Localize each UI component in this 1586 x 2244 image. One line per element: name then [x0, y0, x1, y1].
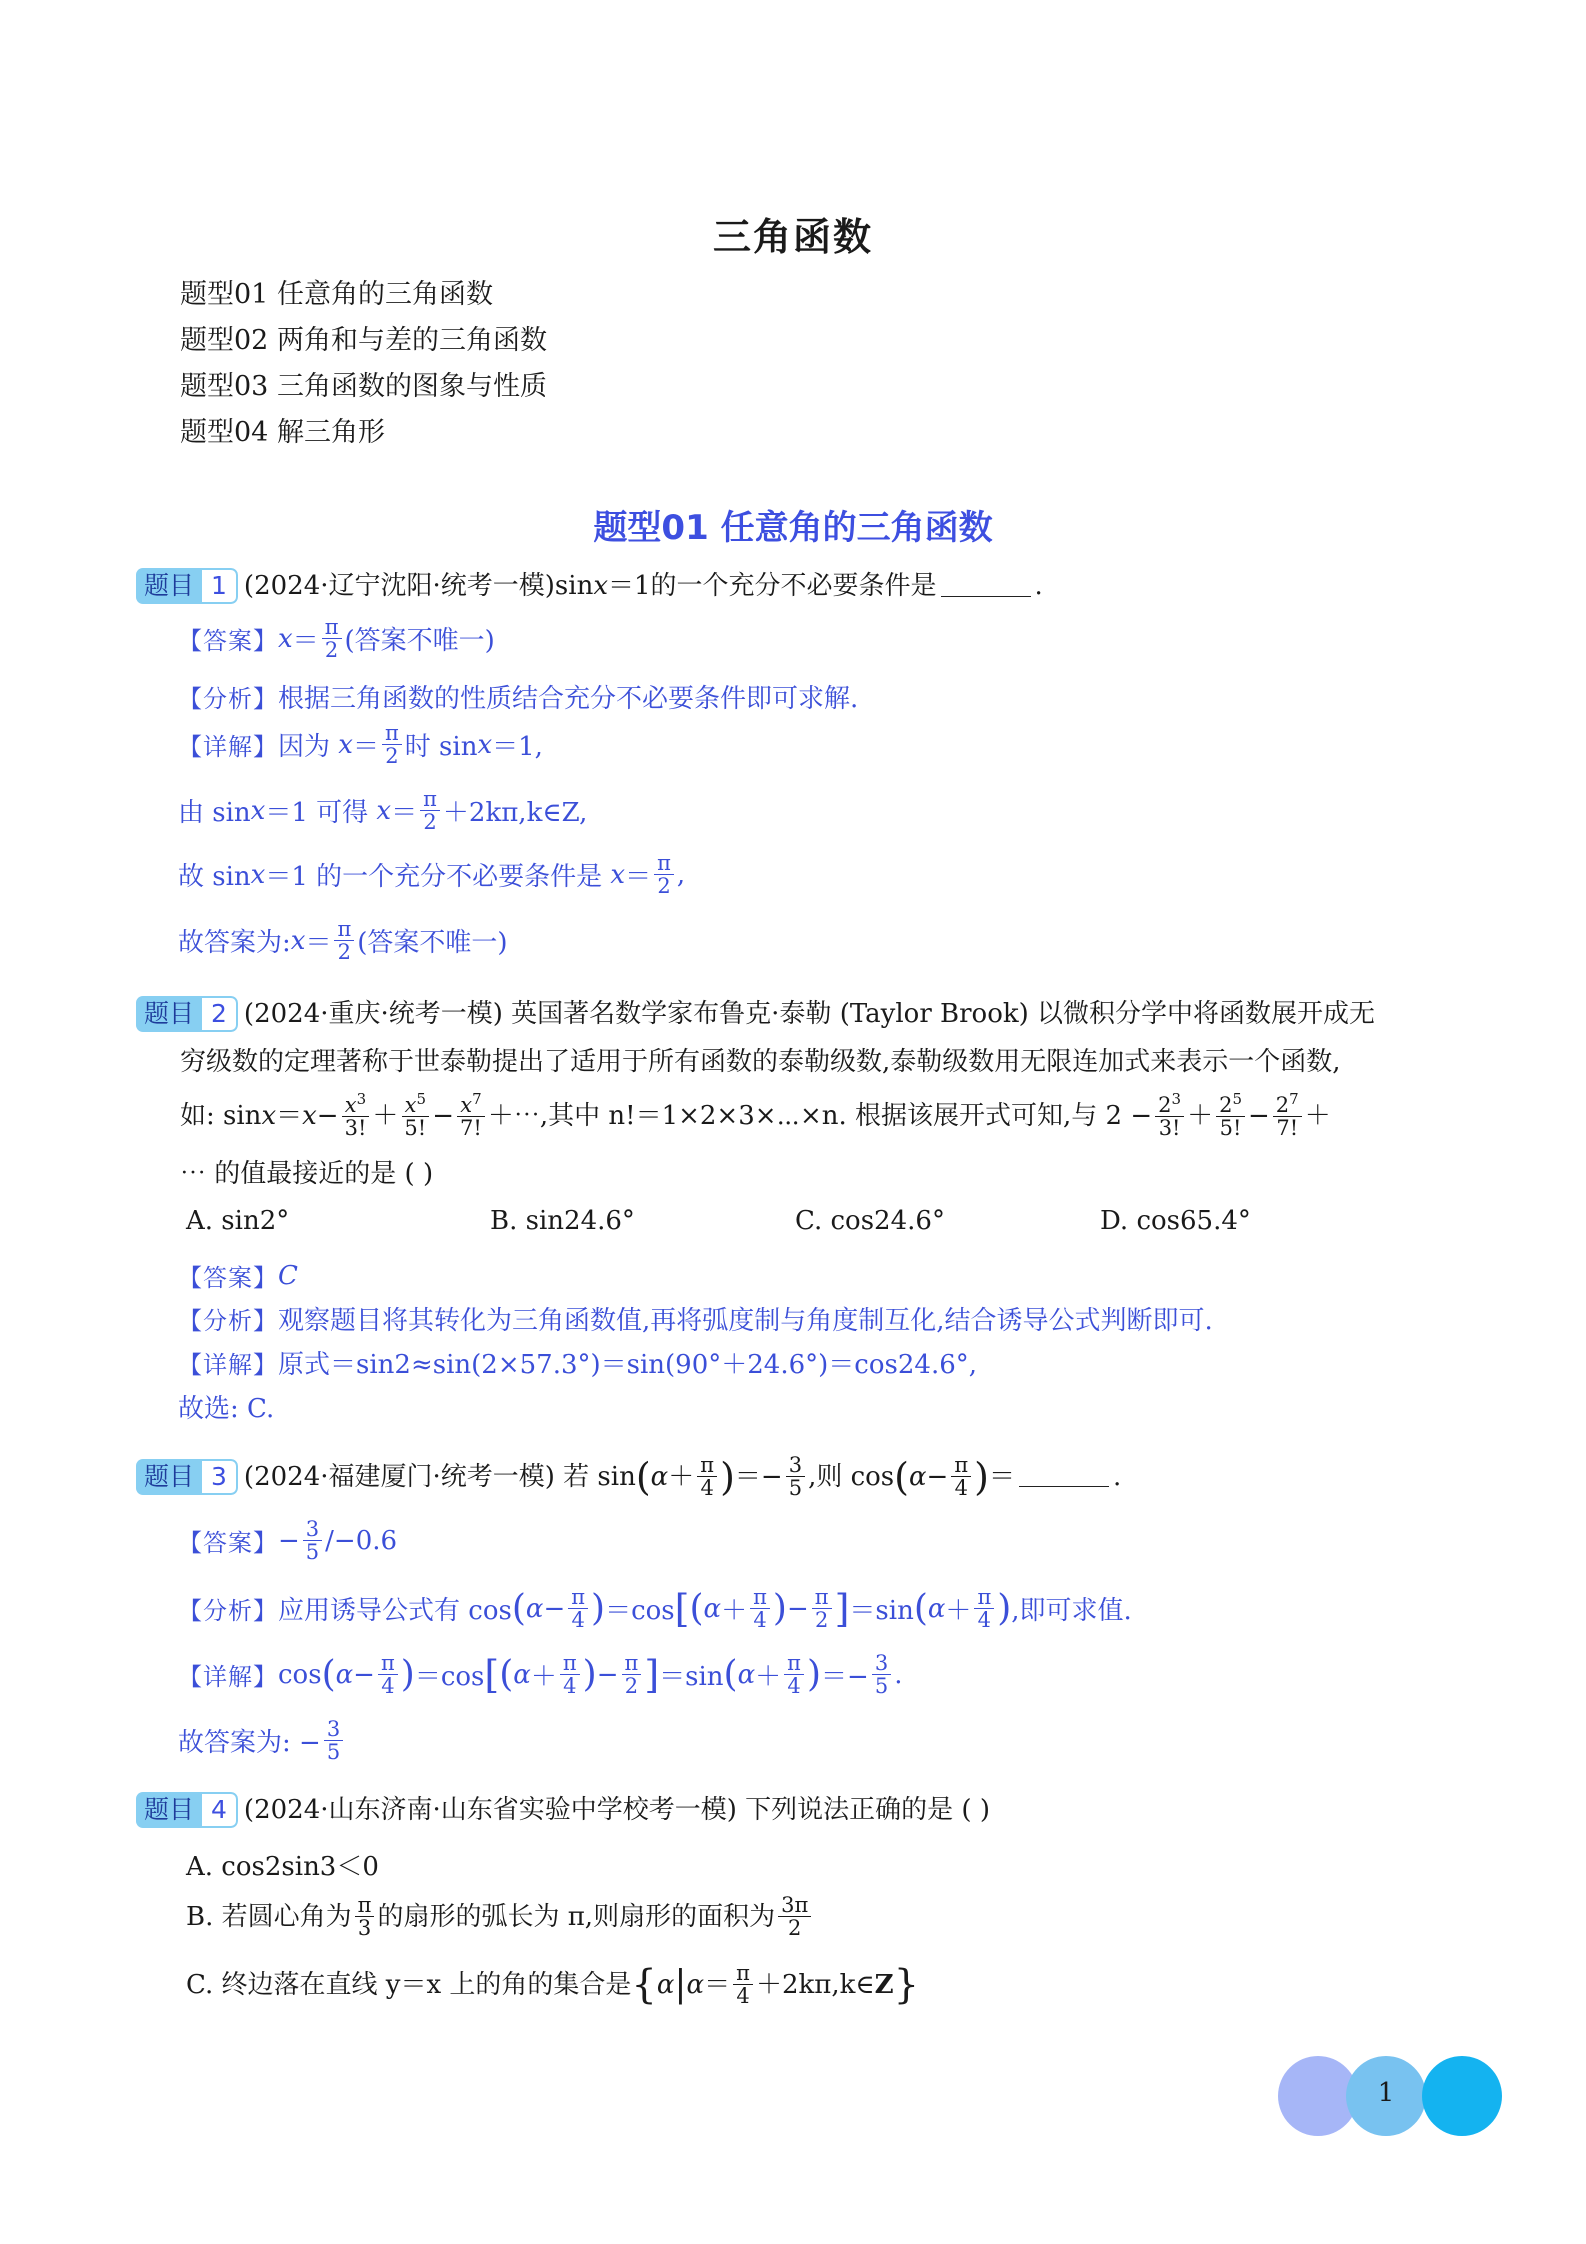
- q1-answer: 【答案】 x ＝ $\frac{\pi}{2}$ (答案不唯一): [178, 615, 495, 663]
- q1-detail-1: 【详解】 因为 x ＝ $\frac{\pi}{2}$ 时 sin x ＝1,: [178, 721, 543, 769]
- page-number: 1: [1377, 2078, 1395, 2108]
- answer-blank: [1019, 1466, 1109, 1487]
- q2-line-3: 如: sin x ＝ x − $\frac{x^3}{3!}$ ＋ $\frac{x^5}{5!}$ − $\frac{x^7}{7!}$ ＋⋯,其中 n!＝1×2×3×⋯×n. 根据该展开式可知,与 2 − $\frac{2^3}{3!}$ ＋ $\frac{2^5}{5!}$ − $\frac{2^7}{7!}$ ＋: [180, 1090, 1331, 1141]
- question-badge: 题目 1: [136, 568, 238, 604]
- page-decoration-circle: [1422, 2056, 1502, 2136]
- option-c[interactable]: C. 终边落在直线 y＝x 上的角的集合是 { α | α ＝ $\frac{\pi}{4}$ ＋2kπ,k∈ Z }: [186, 1961, 920, 2009]
- option-a[interactable]: A. sin2°: [186, 1206, 290, 1236]
- question-3: 题目 3 (2024·福建厦门·统考一模) 若 sin ( α ＋ $\frac{\pi}{4}$ ) ＝− $\frac{3}{5}$ ,则 cos ( α − $\frac{\pi}{4}$ ) ＝ .: [136, 1454, 1121, 1499]
- page-title: 三角函数: [712, 215, 873, 259]
- toc-list: [180, 272, 547, 456]
- question-badge: 题目 2: [136, 996, 238, 1032]
- option-a[interactable]: A. cos2sin3＜0: [186, 1852, 379, 1882]
- toc-item[interactable]: 题型01 任意角的三角函数: [180, 279, 493, 310]
- q1-detail-2: 由 sin x ＝1 可得 x ＝ $\frac{\pi}{2}$ ＋2kπ,k∈Z,: [178, 787, 588, 835]
- q1-detail-3: 故 sin x ＝1 的一个充分不必要条件是 x ＝ $\frac{\pi}{2}$ ,: [178, 851, 686, 899]
- q2-detail: 【详解】 原式＝sin2≈sin(2×57.3°)＝sin(90°＋24.6°)＝cos24.6°,: [178, 1350, 978, 1380]
- q2-line-2: 穷级数的定理著称于世泰勒提出了适用于所有函数的泰勒级数,泰勒级数用无限连加式来表示一个函数,: [180, 1047, 1341, 1077]
- toc-item[interactable]: 题型02 两角和与差的三角函数: [180, 325, 547, 356]
- toc-item[interactable]: 题型04 解三角形: [180, 417, 385, 448]
- q1-detail-4: 故答案为: x ＝ $\frac{\pi}{2}$ (答案不唯一): [178, 917, 508, 965]
- q3-analysis: 【分析】 应用诱导公式有 cos ( α − $\frac{\pi}{4}$ ) ＝cos [ ( α ＋ $\frac{\pi}{4}$ ) − $\frac{\pi}{2}$ ] ＝sin ( α ＋ $\frac{\pi}{4}$ ) ,即可求值.: [178, 1585, 1132, 1633]
- option-c[interactable]: C. cos24.6°: [795, 1206, 945, 1236]
- q2-line-4: ⋯ 的值最接近的是 ( ): [180, 1159, 434, 1189]
- option-b[interactable]: B. sin24.6°: [490, 1206, 635, 1236]
- q3-final: 故答案为: − $\frac{3}{5}$: [178, 1718, 346, 1763]
- q1-analysis: 【分析】 根据三角函数的性质结合充分不必要条件即可求解.: [178, 684, 859, 714]
- option-d[interactable]: D. cos65.4°: [1100, 1206, 1251, 1236]
- question-badge: 题目 3: [136, 1459, 238, 1495]
- q3-detail: 【详解】 cos ( α − $\frac{\pi}{4}$ ) ＝cos [ ( α ＋ $\frac{\pi}{4}$ ) − $\frac{\pi}{2}$ ] ＝sin ( α ＋ $\frac{\pi}{4}$ ) ＝− $\frac{3}{5}$ .: [178, 1651, 903, 1699]
- option-b[interactable]: B. 若圆心角为 $\frac{\pi}{3}$ 的扇形的弧长为 π,则扇形的面积为 $\frac{3\pi}{2}$: [186, 1894, 814, 1939]
- question-2: 题目 2 (2024·重庆·统考一模) 英国著名数学家布鲁克·泰勒 (Taylor Brook) 以微积分学中将函数展开成无: [136, 996, 1375, 1032]
- question-badge: 题目 4: [136, 1792, 238, 1828]
- section-heading: 题型01 任意角的三角函数: [593, 508, 993, 548]
- answer-blank: [941, 576, 1031, 597]
- q2-final: 故选: C.: [178, 1394, 275, 1424]
- toc-item[interactable]: 题型03 三角函数的图象与性质: [180, 371, 547, 402]
- q3-answer: 【答案】 − $\frac{3}{5}$ /−0.6: [178, 1517, 398, 1565]
- q2-answer: 【答案】 C: [178, 1260, 298, 1292]
- q2-analysis: 【分析】 观察题目将其转化为三角函数值,再将弧度制与角度制互化,结合诱导公式判断即可.: [178, 1306, 1213, 1336]
- question-1: 题目 1 (2024·辽宁沈阳·统考一模)sin x ＝1的一个充分不必要条件是 .: [136, 568, 1043, 604]
- question-4: 题目 4 (2024·山东济南·山东省实验中学校考一模) 下列说法正确的是 ( ): [136, 1792, 990, 1828]
